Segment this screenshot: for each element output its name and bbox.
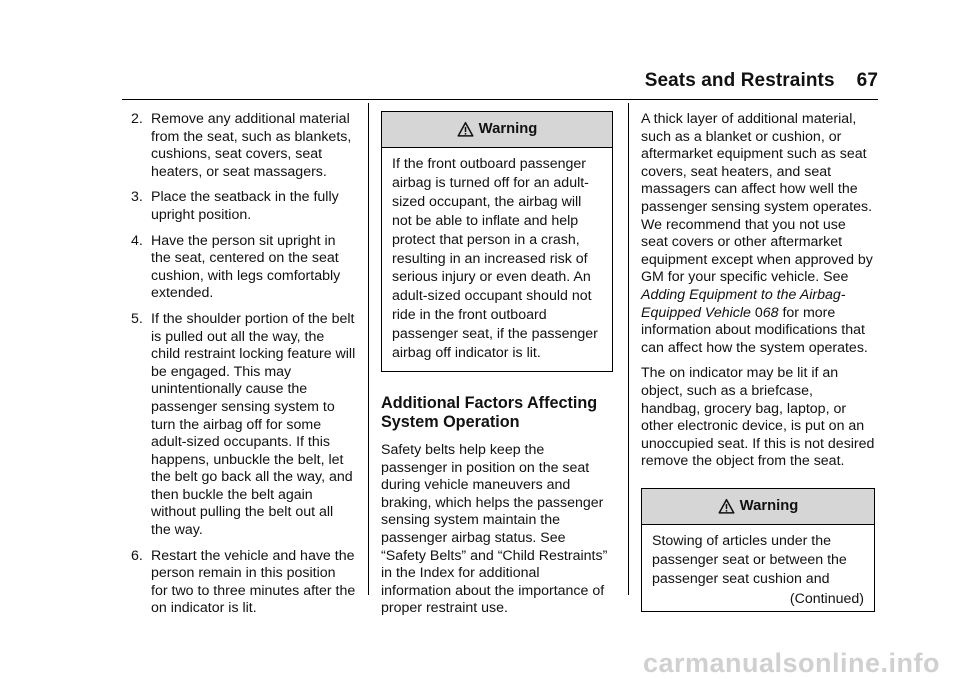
cross-reference-page[interactable]: 68 [762, 304, 779, 321]
column-divider-1 [368, 103, 369, 595]
list-item [131, 233, 356, 303]
step-text: Remove any additional material from the seat, such as blankets, cushions, seat covers, seat heaters, or seat massagers. [151, 111, 352, 180]
page-number: 67 [856, 70, 878, 91]
watermark-text: carmanualsonline.info [642, 648, 940, 678]
step-number: 3. [131, 189, 143, 206]
warning-box [641, 488, 875, 612]
middle-column [381, 111, 613, 626]
header-rule [122, 99, 878, 100]
paragraph-text: for more information about modifications that can affect how the system operates. [641, 304, 868, 356]
step-list [131, 111, 356, 618]
step-text: If the shoulder portion of the belt is pulled out all the way, the child restraint locking feature will be engaged. This may unintentionally cause the passenger sensing system to turn the airbag off for some adult-sized occupants. If this happens, unbuckle the belt, let the belt go back all the way, and then buckle the belt again without pulling the belt out all the way. [151, 310, 356, 539]
paragraph-text: A thick layer of additional material, such as a blanket or cushion, or aftermarket equipment such as seat covers, seat heaters, and seat massagers can affect how well the passenger sensing system operates. We recommend that you not use seat covers or other aftermarket equipment except when approved by GM for your specific vehicle. See [641, 111, 873, 286]
warning-header [382, 112, 612, 148]
continued-label: (Continued) [789, 590, 864, 607]
step-text: Have the person sit upright in the seat, centered on the seat cushion, with legs comfortably extended. [151, 232, 341, 302]
list-item [131, 111, 356, 181]
left-column [131, 111, 356, 626]
section-heading: Additional Factors Affecting System Operation [381, 393, 598, 431]
list-item [131, 548, 356, 618]
right-column [641, 111, 875, 612]
column-divider-2 [628, 103, 629, 595]
page-arrow-icon: 0 [754, 304, 763, 321]
warning-triangle-icon [718, 498, 735, 515]
step-number: 4. [131, 232, 143, 249]
warning-box [381, 111, 613, 372]
warning-text: Stowing of articles under the passenger seat or between the passenger seat cushion and [652, 532, 847, 587]
warning-title: Warning [478, 120, 538, 137]
page-header [122, 70, 878, 92]
step-text: Restart the vehicle and have the person remain in this position for two to three minutes after the on indicator is lit. [151, 547, 356, 617]
step-number: 6. [131, 547, 143, 564]
body-paragraph [641, 111, 875, 357]
body-paragraph: The on indicator may be lit if an object, such as a briefcase, handbag, grocery bag, laptop, or other electronic device, is put on an unoccupied seat. If this is not desired remove the object from the seat. [641, 365, 875, 470]
warning-text: If the front outboard passenger airbag is turned off for an adult-sized occupant, the airbag will not be able to inflate and help protect that person in a crash, resulting in an increased risk of serious injury or even death. An adult-sized occupant should not ride in the front outboard passenger seat, if the passenger airbag off indicator is lit. [392, 156, 598, 362]
section-title: Seats and Restraints [644, 70, 835, 91]
step-text: Place the seatback in the fully upright position. [151, 189, 339, 223]
warning-title: Warning [739, 497, 799, 514]
body-paragraph: Safety belts help keep the passenger in position on the seat during vehicle maneuvers and braking, which helps the passenger sensing system maintain the passenger airbag status. See “Safety Belts” and “Child Restraints” in the Index for additional information about the importance of proper restraint use. [381, 441, 608, 617]
step-number: 5. [131, 310, 143, 327]
warning-triangle-icon [457, 121, 474, 138]
step-number: 2. [131, 111, 143, 127]
list-item [131, 311, 356, 540]
warning-header [642, 489, 874, 525]
list-item [131, 189, 356, 224]
warning-text-box [642, 525, 874, 611]
cross-reference-link[interactable]: Adding Equipment to the Airbag-Equipped Vehicle [641, 286, 846, 321]
watermark [500, 648, 960, 679]
